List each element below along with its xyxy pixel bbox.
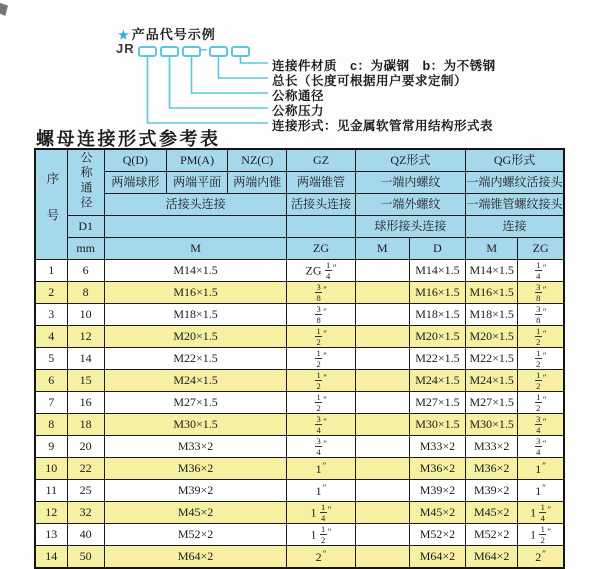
cell-seq: 2 [35, 282, 67, 304]
header-form-qg: QG形式 [466, 149, 564, 172]
header-empty-cell [104, 216, 287, 238]
cell-seq: 9 [35, 436, 67, 458]
cell-dn: 12 [67, 326, 104, 348]
cell-seq: 13 [35, 524, 67, 546]
cell-qz-d: M39×2 [409, 480, 465, 502]
header-form-q: Q(D) [104, 149, 166, 172]
header-form-qz: QZ形式 [355, 149, 465, 172]
cell-seq: 3 [35, 304, 67, 326]
cell-m-thread: M14×1.5 [104, 260, 287, 282]
cell-qz-m [355, 326, 409, 348]
cell-qz-d: M45×2 [409, 502, 465, 524]
table-row [35, 348, 564, 370]
cell-qz-d: M52×2 [409, 524, 465, 546]
cell-qz-d: M22×1.5 [409, 348, 465, 370]
cell-gz-thread: $\frac{3}{4}$ ″ [287, 414, 355, 436]
cell-dn: 20 [67, 436, 104, 458]
cell-m-thread: M27×1.5 [104, 392, 287, 414]
header-d1: D1 [67, 216, 104, 238]
header-desc-qz: 一端内螺纹 [355, 172, 465, 194]
header-unit-zg: ZG [287, 238, 355, 260]
cell-qz-m [355, 282, 409, 304]
cell-qg-m: M27×1.5 [466, 392, 518, 414]
label-connector-material: 连接件材质 c：为碳钢 b：为不锈钢 [272, 59, 496, 73]
header-unit-qz-m: M [355, 238, 409, 260]
header-form-gz: GZ [287, 149, 355, 172]
cell-m-thread: M24×1.5 [104, 370, 287, 392]
table-row [35, 546, 564, 569]
cell-qg-zg: $\frac{1}{2}$ ″ [518, 348, 564, 370]
cell-qz-d: M18×1.5 [409, 304, 465, 326]
table-row [35, 304, 564, 326]
cell-qg-zg: $\frac{3}{8}$ ″ [518, 304, 564, 326]
cell-m-thread: M18×1.5 [104, 304, 287, 326]
cell-qg-m: M36×2 [466, 458, 518, 480]
cell-dn: 32 [67, 502, 104, 524]
cell-qg-m: M30×1.5 [466, 414, 518, 436]
cell-qg-m: M16×1.5 [466, 282, 518, 304]
cell-gz-thread: 1 $\frac{1}{4}$ ″ [287, 502, 355, 524]
header-unit-qz-d: D [409, 238, 465, 260]
cell-seq: 1 [35, 260, 67, 282]
cell-gz-thread: $\frac{1}{2}$ ″ [287, 348, 355, 370]
header-desc-pm: 两端平面 [166, 172, 227, 194]
cell-qz-d: M16×1.5 [409, 282, 465, 304]
cell-dn: 10 [67, 304, 104, 326]
table-row [35, 282, 564, 304]
cell-dn: 22 [67, 458, 104, 480]
cell-seq: 4 [35, 326, 67, 348]
table-row [35, 326, 564, 348]
table-row [35, 392, 564, 414]
cell-seq: 7 [35, 392, 67, 414]
cell-gz-thread: $\frac{1}{2}$ ″ [287, 370, 355, 392]
cell-qz-d: M36×2 [409, 458, 465, 480]
cell-gz-thread: $\frac{3}{4}$ ″ [287, 436, 355, 458]
cell-qg-m: M20×1.5 [466, 326, 518, 348]
cell-gz-thread: 1″ [287, 458, 355, 480]
cell-gz-thread: $\frac{3}{8}$ ″ [287, 304, 355, 326]
cell-qg-m: M39×2 [466, 480, 518, 502]
cell-m-thread: M36×2 [104, 458, 287, 480]
table-row [35, 260, 564, 282]
table-row [35, 480, 564, 502]
table-body [35, 260, 564, 569]
cell-qg-m: M22×1.5 [466, 348, 518, 370]
table-row [35, 524, 564, 546]
cell-qg-zg: $\frac{1}{2}$ ″ [518, 370, 564, 392]
cell-gz-thread: $\frac{1}{2}$ ″ [287, 326, 355, 348]
header-conn-qz: 球形接头连接 [355, 216, 465, 238]
cell-qg-m: M24×1.5 [466, 370, 518, 392]
cell-qg-zg: 2″ [518, 546, 564, 569]
cell-dn: 25 [67, 480, 104, 502]
cell-m-thread: M16×1.5 [104, 282, 287, 304]
table-row [35, 458, 564, 480]
header-desc2-qz: 一端外螺纹 [355, 194, 465, 216]
cell-dn: 14 [67, 348, 104, 370]
header-form-pm: PM(A) [166, 149, 227, 172]
cell-qz-m [355, 502, 409, 524]
star-icon: ★ [118, 28, 130, 42]
cell-qz-d: M20×1.5 [409, 326, 465, 348]
cell-seq: 5 [35, 348, 67, 370]
cell-seq: 8 [35, 414, 67, 436]
cell-qg-zg: 1″ [518, 480, 564, 502]
cell-qz-m [355, 260, 409, 282]
header-conn-gz: 活接头连接 [287, 194, 355, 216]
header-desc-gz: 两端锥管 [287, 172, 355, 194]
code-dash: – [199, 41, 208, 58]
code-box [231, 46, 250, 57]
label-nominal-pressure: 公称压力 [272, 104, 325, 118]
cell-seq: 10 [35, 458, 67, 480]
cell-qz-d: M30×1.5 [409, 414, 465, 436]
cell-qg-m: M45×2 [466, 502, 518, 524]
header-unit-qg-zg: ZG [518, 238, 564, 260]
cell-qz-m [355, 546, 409, 569]
header-desc-nz: 两端内锥 [228, 172, 287, 194]
reference-table [34, 148, 565, 569]
cell-qg-m: M14×1.5 [466, 260, 518, 282]
cell-qg-m: M18×1.5 [466, 304, 518, 326]
cell-dn: 18 [67, 414, 104, 436]
cell-qg-zg: $\frac{3}{8}$ ″ [518, 282, 564, 304]
cell-qg-zg: $\frac{1}{2}$ ″ [518, 392, 564, 414]
header-seq: 序号 [35, 149, 67, 260]
table-row [35, 414, 564, 436]
cell-dn: 8 [67, 282, 104, 304]
cell-qz-m [355, 414, 409, 436]
cell-qz-m [355, 392, 409, 414]
cell-dn: 15 [67, 370, 104, 392]
cell-m-thread: M30×1.5 [104, 414, 287, 436]
cell-m-thread: M22×1.5 [104, 348, 287, 370]
cell-qg-zg: 1″ [518, 458, 564, 480]
cell-qg-zg: 1 $\frac{1}{2}$ ″ [518, 524, 564, 546]
code-box [138, 46, 157, 57]
header-unit-m: M [104, 238, 287, 260]
cell-qz-d: M14×1.5 [409, 260, 465, 282]
cell-qz-m [355, 436, 409, 458]
cell-gz-thread: 2″ [287, 546, 355, 569]
cell-m-thread: M20×1.5 [104, 326, 287, 348]
cell-seq: 6 [35, 370, 67, 392]
cell-dn: 6 [67, 260, 104, 282]
header-desc2-qg: 一端锥管螺纹接头 [466, 194, 564, 216]
product-code-heading-text: 产品代号示例 [131, 27, 216, 42]
cell-qg-m: M33×2 [466, 436, 518, 458]
cell-qz-m [355, 304, 409, 326]
cell-qz-d: M64×2 [409, 546, 465, 569]
table-row [35, 370, 564, 392]
cell-dn: 40 [67, 524, 104, 546]
cell-qg-zg: $\frac{1}{4}$ ″ [518, 260, 564, 282]
table-row [35, 502, 564, 524]
cell-qz-d: M27×1.5 [409, 392, 465, 414]
cell-dn: 50 [67, 546, 104, 569]
cell-seq: 12 [35, 502, 67, 524]
cell-m-thread: M33×2 [104, 436, 287, 458]
cell-qz-d: M24×1.5 [409, 370, 465, 392]
header-form-nz: NZ(C) [228, 149, 287, 172]
cell-qz-d: M33×2 [409, 436, 465, 458]
cell-gz-thread: 1″ [287, 480, 355, 502]
cell-m-thread: M39×2 [104, 480, 287, 502]
cell-gz-thread: $\frac{3}{8}$ ″ [287, 282, 355, 304]
header-dn: 公称通径 [67, 149, 104, 216]
cell-qg-m: M52×2 [466, 524, 518, 546]
cell-qz-m [355, 524, 409, 546]
cell-qg-zg: $\frac{3}{4}$ ″ [518, 436, 564, 458]
table-row [35, 436, 564, 458]
cell-m-thread: M45×2 [104, 502, 287, 524]
label-total-length: 总长（长度可根据用户要求定制） [272, 74, 468, 88]
header-empty-cell [287, 216, 355, 238]
header-unit-mm: mm [67, 238, 104, 260]
cell-gz-thread: $\frac{1}{2}$ ″ [287, 392, 355, 414]
cell-dn: 16 [67, 392, 104, 414]
cell-qz-m [355, 480, 409, 502]
cell-gz-thread: ZG $\frac{1}{4}$ ″ [287, 260, 355, 282]
cell-qz-m [355, 458, 409, 480]
cell-seq: 11 [35, 480, 67, 502]
table-title: 螺母连接形式参考表 [36, 129, 221, 149]
cell-qz-m [355, 370, 409, 392]
cell-m-thread: M64×2 [104, 546, 287, 569]
cell-qg-zg: $\frac{3}{4}$ ″ [518, 414, 564, 436]
cell-qg-m: M64×2 [466, 546, 518, 569]
label-connection-form: 连接形式：见金属软管常用结构形式表 [272, 119, 494, 133]
label-nominal-diameter: 公称通径 [272, 89, 325, 103]
code-box [209, 46, 228, 57]
code-prefix: JR [116, 41, 135, 56]
header-desc-q: 两端球形 [104, 172, 166, 194]
cell-seq: 14 [35, 546, 67, 569]
header-unit-qg-m: M [466, 238, 518, 260]
header-conn-qpmnz: 活接头连接 [104, 194, 287, 216]
cell-m-thread: M52×2 [104, 524, 287, 546]
scan-artifact [0, 3, 8, 16]
cell-qg-zg: $\frac{1}{2}$ ″ [518, 326, 564, 348]
header-conn-qg: 连接 [466, 216, 564, 238]
header-desc-qg: 一端内螺纹活接头 [466, 172, 564, 194]
code-box [160, 46, 179, 57]
cell-qz-m [355, 348, 409, 370]
cell-gz-thread: 1 $\frac{1}{2}$ ″ [287, 524, 355, 546]
cell-qg-zg: 1 $\frac{1}{4}$ ″ [518, 502, 564, 524]
